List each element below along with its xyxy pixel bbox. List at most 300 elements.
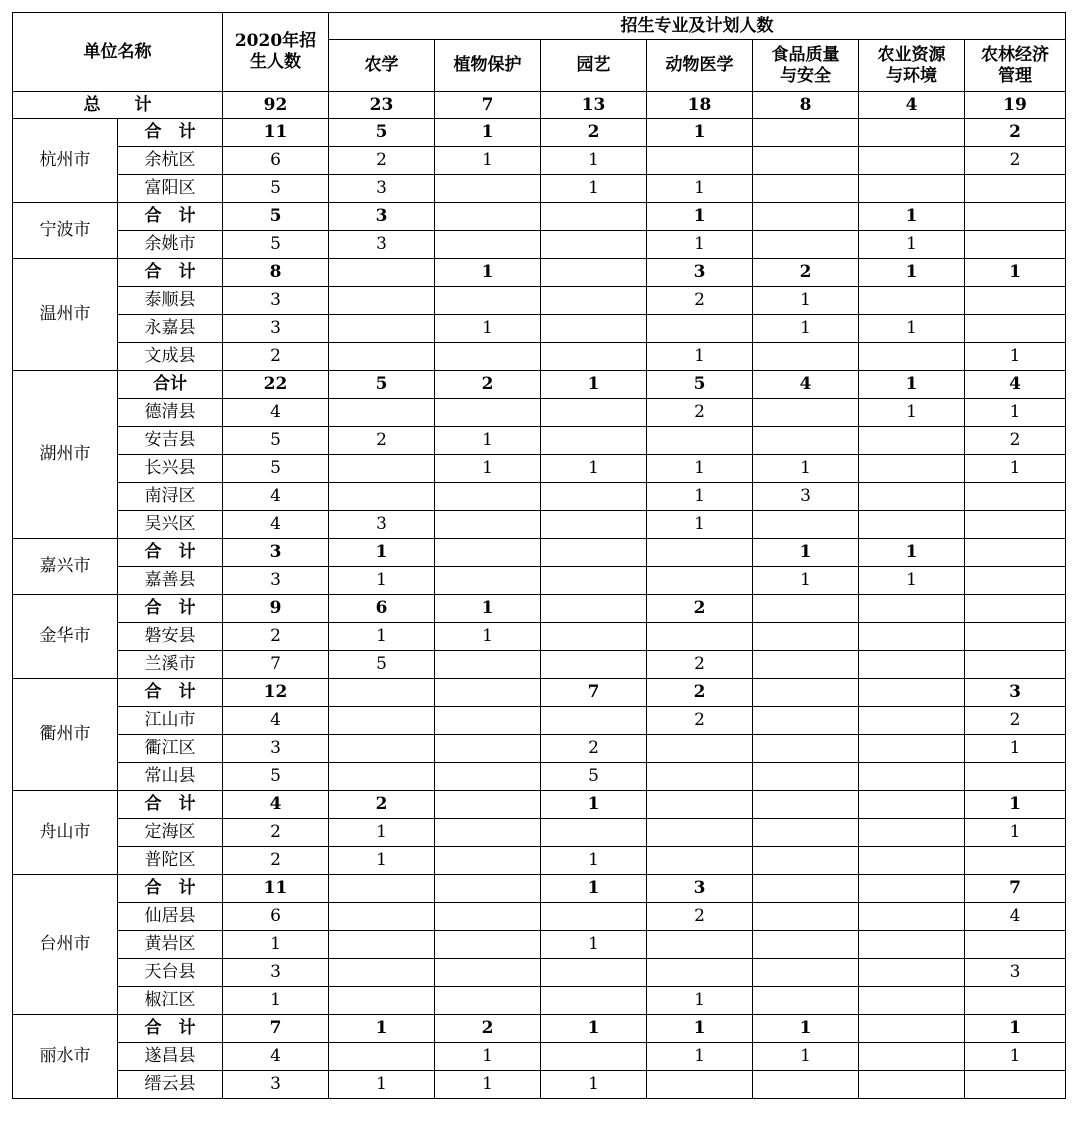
major-count-cell — [647, 959, 753, 987]
major-count-cell — [435, 959, 541, 987]
major-count-cell — [647, 147, 753, 175]
major-count-cell — [435, 931, 541, 959]
major-count-cell: 3 — [753, 483, 859, 511]
major-count-cell — [647, 735, 753, 763]
major-count-cell: 1 — [541, 147, 647, 175]
major-header-line1: 农学 — [364, 55, 399, 75]
major-count-cell — [965, 763, 1066, 791]
major-count-cell — [541, 567, 647, 595]
major-header-4 — [753, 40, 859, 92]
major-count-cell: 2 — [965, 427, 1066, 455]
major-count-cell: 1 — [859, 259, 965, 287]
major-count-cell: 1 — [753, 1015, 859, 1043]
district-name: 安吉县 — [118, 427, 223, 455]
major-count-cell — [541, 315, 647, 343]
city-name: 台州市 — [13, 875, 118, 1015]
major-count-cell: 1 — [435, 427, 541, 455]
major-count-cell: 1 — [753, 455, 859, 483]
enrollment-cell: 5 — [223, 203, 329, 231]
enrollment-cell: 3 — [223, 959, 329, 987]
major-count-cell — [753, 343, 859, 371]
district-row — [13, 651, 1066, 679]
major-count-cell — [435, 539, 541, 567]
total-cell: 23 — [329, 92, 435, 119]
major-count-cell: 1 — [541, 1015, 647, 1043]
district-row — [13, 567, 1066, 595]
total-row — [13, 92, 1066, 119]
major-count-cell — [541, 343, 647, 371]
major-count-cell — [859, 875, 965, 903]
major-header-line1: 园艺 — [576, 55, 611, 75]
major-count-cell — [541, 987, 647, 1015]
major-header-6 — [965, 40, 1066, 92]
enrollment-cell: 2 — [223, 623, 329, 651]
city-subtotal-row — [13, 259, 1066, 287]
major-count-cell — [329, 987, 435, 1015]
major-count-cell — [435, 987, 541, 1015]
city-subtotal-row — [13, 875, 1066, 903]
enrollment-plan-table — [12, 12, 1066, 1099]
major-count-cell: 1 — [753, 539, 859, 567]
major-count-cell — [859, 903, 965, 931]
major-count-cell: 1 — [541, 931, 647, 959]
enrollment-cell: 2 — [223, 847, 329, 875]
district-row — [13, 735, 1066, 763]
major-count-cell — [965, 175, 1066, 203]
major-count-cell: 5 — [329, 119, 435, 147]
major-count-cell: 1 — [329, 539, 435, 567]
district-name: 嘉善县 — [118, 567, 223, 595]
district-row — [13, 315, 1066, 343]
district-name: 余杭区 — [118, 147, 223, 175]
major-count-cell — [329, 903, 435, 931]
major-count-cell — [859, 707, 965, 735]
district-name: 文成县 — [118, 343, 223, 371]
subtotal-label: 合计 — [118, 371, 223, 399]
major-count-cell — [435, 679, 541, 707]
major-count-cell: 5 — [541, 763, 647, 791]
enrollment-cell: 3 — [223, 735, 329, 763]
major-count-cell — [647, 539, 753, 567]
district-row — [13, 231, 1066, 259]
major-count-cell: 1 — [435, 1043, 541, 1071]
major-count-cell — [859, 1015, 965, 1043]
major-count-cell: 1 — [753, 567, 859, 595]
enrollment-cell: 4 — [223, 707, 329, 735]
total-cell: 19 — [965, 92, 1066, 119]
district-name: 遂昌县 — [118, 1043, 223, 1071]
major-count-cell — [859, 735, 965, 763]
major-count-cell: 2 — [647, 679, 753, 707]
major-count-cell — [435, 847, 541, 875]
major-count-cell — [329, 959, 435, 987]
major-count-cell — [753, 651, 859, 679]
major-count-cell: 1 — [753, 315, 859, 343]
major-count-cell — [859, 847, 965, 875]
major-count-cell — [541, 231, 647, 259]
major-count-cell — [329, 315, 435, 343]
major-count-cell — [647, 1071, 753, 1099]
major-count-cell: 1 — [435, 455, 541, 483]
major-count-cell: 1 — [541, 791, 647, 819]
major-count-cell — [435, 763, 541, 791]
major-count-cell — [541, 959, 647, 987]
major-count-cell — [753, 231, 859, 259]
major-count-cell: 1 — [859, 203, 965, 231]
district-row — [13, 287, 1066, 315]
enrollment-cell: 22 — [223, 371, 329, 399]
major-count-cell — [753, 987, 859, 1015]
total-cell: 7 — [435, 92, 541, 119]
major-count-cell — [753, 903, 859, 931]
major-count-cell — [435, 483, 541, 511]
major-count-cell — [435, 903, 541, 931]
header-row-1 — [13, 13, 1066, 40]
major-count-cell — [435, 875, 541, 903]
major-count-cell — [965, 511, 1066, 539]
district-name: 兰溪市 — [118, 651, 223, 679]
major-count-cell — [753, 875, 859, 903]
major-header-line1: 植物保护 — [453, 55, 522, 75]
major-count-cell — [859, 679, 965, 707]
major-count-cell: 1 — [541, 175, 647, 203]
city-name: 温州市 — [13, 259, 118, 371]
district-row — [13, 1043, 1066, 1071]
district-name: 普陀区 — [118, 847, 223, 875]
major-count-cell — [753, 959, 859, 987]
major-count-cell — [329, 875, 435, 903]
major-count-cell: 4 — [965, 903, 1066, 931]
city-name: 杭州市 — [13, 119, 118, 203]
major-count-cell: 2 — [647, 595, 753, 623]
major-count-cell — [329, 259, 435, 287]
district-row — [13, 175, 1066, 203]
district-name: 仙居县 — [118, 903, 223, 931]
unit-name-header: 单位名称 — [13, 13, 223, 92]
enrollment-cell: 4 — [223, 483, 329, 511]
city-name: 舟山市 — [13, 791, 118, 875]
major-count-cell: 1 — [647, 119, 753, 147]
city-subtotal-row — [13, 679, 1066, 707]
enrollment-cell: 5 — [223, 427, 329, 455]
major-count-cell — [859, 931, 965, 959]
district-row — [13, 455, 1066, 483]
enrollment-cell: 4 — [223, 511, 329, 539]
major-count-cell — [753, 679, 859, 707]
major-count-cell: 4 — [753, 371, 859, 399]
enrollment-cell: 3 — [223, 1071, 329, 1099]
enrollment-cell: 7 — [223, 651, 329, 679]
major-count-cell — [859, 987, 965, 1015]
subtotal-label: 合 计 — [118, 595, 223, 623]
major-count-cell — [541, 287, 647, 315]
major-count-cell: 1 — [859, 567, 965, 595]
enrollment-cell: 9 — [223, 595, 329, 623]
major-count-cell — [965, 623, 1066, 651]
major-count-cell — [647, 567, 753, 595]
major-count-cell — [329, 1043, 435, 1071]
city-subtotal-row — [13, 203, 1066, 231]
major-count-cell: 1 — [965, 343, 1066, 371]
major-header-line1: 农业资源 — [877, 44, 946, 65]
major-count-cell — [859, 511, 965, 539]
major-count-cell: 2 — [965, 707, 1066, 735]
major-count-cell: 1 — [435, 595, 541, 623]
major-count-cell — [965, 987, 1066, 1015]
major-count-cell: 1 — [647, 455, 753, 483]
enrollment-cell: 5 — [223, 455, 329, 483]
major-count-cell — [859, 343, 965, 371]
city-name: 湖州市 — [13, 371, 118, 539]
major-count-cell: 2 — [329, 791, 435, 819]
major-count-cell — [329, 679, 435, 707]
major-count-cell: 1 — [859, 231, 965, 259]
total-cell: 13 — [541, 92, 647, 119]
major-count-cell — [965, 231, 1066, 259]
major-count-cell — [965, 847, 1066, 875]
enrollment-cell: 12 — [223, 679, 329, 707]
enrollment-count-header-line1: 2020年招 — [234, 31, 317, 51]
district-name: 缙云县 — [118, 1071, 223, 1099]
major-count-cell: 1 — [647, 1043, 753, 1071]
major-count-cell — [965, 315, 1066, 343]
major-count-cell: 1 — [647, 231, 753, 259]
major-count-cell — [753, 175, 859, 203]
major-count-cell: 3 — [329, 203, 435, 231]
major-count-cell — [541, 819, 647, 847]
major-count-cell: 5 — [329, 371, 435, 399]
major-count-cell: 1 — [965, 455, 1066, 483]
major-count-cell — [647, 315, 753, 343]
city-name: 衢州市 — [13, 679, 118, 791]
major-count-cell — [859, 959, 965, 987]
total-cell: 18 — [647, 92, 753, 119]
district-row — [13, 931, 1066, 959]
major-count-cell — [541, 511, 647, 539]
city-subtotal-row — [13, 119, 1066, 147]
major-count-cell: 2 — [647, 287, 753, 315]
major-count-cell: 3 — [647, 259, 753, 287]
major-count-cell: 1 — [329, 623, 435, 651]
major-count-cell: 7 — [541, 679, 647, 707]
major-count-cell — [541, 399, 647, 427]
major-count-cell — [965, 651, 1066, 679]
major-count-cell: 1 — [435, 623, 541, 651]
major-count-cell — [329, 483, 435, 511]
major-count-cell: 2 — [647, 399, 753, 427]
enrollment-cell: 7 — [223, 1015, 329, 1043]
major-count-cell — [541, 651, 647, 679]
major-count-cell — [435, 287, 541, 315]
major-count-cell: 1 — [329, 1015, 435, 1043]
major-count-cell — [859, 287, 965, 315]
district-row — [13, 623, 1066, 651]
district-row — [13, 987, 1066, 1015]
major-count-cell — [965, 1071, 1066, 1099]
majors-group-header: 招生专业及计划人数 — [329, 13, 1066, 40]
district-row — [13, 343, 1066, 371]
major-count-cell — [859, 427, 965, 455]
major-count-cell — [435, 651, 541, 679]
major-count-cell — [435, 399, 541, 427]
major-count-cell — [965, 203, 1066, 231]
major-header-1 — [435, 40, 541, 92]
major-count-cell: 3 — [965, 679, 1066, 707]
major-count-cell: 2 — [965, 147, 1066, 175]
total-cell: 4 — [859, 92, 965, 119]
district-name: 余姚市 — [118, 231, 223, 259]
major-count-cell: 1 — [541, 847, 647, 875]
major-count-cell — [435, 203, 541, 231]
district-name: 吴兴区 — [118, 511, 223, 539]
major-count-cell — [753, 623, 859, 651]
district-name: 江山市 — [118, 707, 223, 735]
district-name: 南浔区 — [118, 483, 223, 511]
major-count-cell — [647, 623, 753, 651]
major-count-cell — [753, 791, 859, 819]
major-count-cell: 1 — [965, 819, 1066, 847]
major-count-cell — [435, 791, 541, 819]
major-header-3 — [647, 40, 753, 92]
major-count-cell — [965, 539, 1066, 567]
major-count-cell: 1 — [647, 343, 753, 371]
major-count-cell: 1 — [541, 455, 647, 483]
district-name: 永嘉县 — [118, 315, 223, 343]
district-row — [13, 707, 1066, 735]
major-count-cell — [435, 343, 541, 371]
major-count-cell: 1 — [859, 399, 965, 427]
major-count-cell — [329, 707, 435, 735]
enrollment-cell: 3 — [223, 315, 329, 343]
major-count-cell — [965, 595, 1066, 623]
city-subtotal-row — [13, 539, 1066, 567]
major-count-cell — [435, 819, 541, 847]
major-count-cell: 1 — [435, 147, 541, 175]
major-count-cell — [541, 595, 647, 623]
major-count-cell — [435, 567, 541, 595]
major-count-cell: 1 — [965, 1015, 1066, 1043]
major-count-cell — [647, 427, 753, 455]
district-name: 椒江区 — [118, 987, 223, 1015]
major-header-line2: 与环境 — [886, 65, 937, 86]
major-count-cell: 1 — [329, 567, 435, 595]
major-count-cell — [753, 511, 859, 539]
major-count-cell: 1 — [329, 819, 435, 847]
subtotal-label: 合 计 — [118, 203, 223, 231]
major-count-cell: 1 — [647, 203, 753, 231]
major-count-cell: 2 — [329, 147, 435, 175]
major-count-cell: 7 — [965, 875, 1066, 903]
enrollment-cell: 5 — [223, 231, 329, 259]
major-count-cell — [329, 931, 435, 959]
enrollment-cell: 5 — [223, 175, 329, 203]
major-count-cell: 2 — [435, 1015, 541, 1043]
enrollment-cell: 4 — [223, 1043, 329, 1071]
enrollment-cell: 1 — [223, 987, 329, 1015]
district-row — [13, 147, 1066, 175]
major-count-cell — [541, 903, 647, 931]
major-count-cell — [647, 847, 753, 875]
district-name: 德清县 — [118, 399, 223, 427]
enrollment-table-container — [12, 12, 1066, 1099]
major-count-cell — [859, 119, 965, 147]
major-header-line1: 动物医学 — [665, 55, 734, 75]
major-count-cell — [859, 1071, 965, 1099]
major-count-cell — [647, 819, 753, 847]
district-row — [13, 427, 1066, 455]
major-header-line1: 农林经济 — [981, 44, 1049, 65]
major-count-cell — [753, 707, 859, 735]
major-count-cell — [541, 707, 647, 735]
major-count-cell — [753, 203, 859, 231]
district-name: 天台县 — [118, 959, 223, 987]
major-count-cell — [329, 763, 435, 791]
major-count-cell: 1 — [647, 483, 753, 511]
district-name: 黄岩区 — [118, 931, 223, 959]
major-count-cell — [541, 427, 647, 455]
major-count-cell — [753, 763, 859, 791]
major-count-cell: 1 — [965, 1043, 1066, 1071]
major-count-cell — [859, 819, 965, 847]
city-subtotal-row — [13, 595, 1066, 623]
major-count-cell — [329, 735, 435, 763]
major-count-cell — [541, 1043, 647, 1071]
district-row — [13, 847, 1066, 875]
major-count-cell — [859, 483, 965, 511]
major-count-cell — [647, 763, 753, 791]
major-count-cell: 1 — [435, 315, 541, 343]
major-count-cell: 2 — [647, 707, 753, 735]
major-count-cell — [859, 623, 965, 651]
major-count-cell — [753, 147, 859, 175]
major-count-cell: 4 — [965, 371, 1066, 399]
major-count-cell — [435, 231, 541, 259]
enrollment-cell: 4 — [223, 399, 329, 427]
major-count-cell — [753, 819, 859, 847]
district-name: 长兴县 — [118, 455, 223, 483]
major-count-cell: 1 — [859, 539, 965, 567]
city-subtotal-row — [13, 371, 1066, 399]
district-name: 常山县 — [118, 763, 223, 791]
major-count-cell — [329, 343, 435, 371]
district-row — [13, 763, 1066, 791]
district-row — [13, 1071, 1066, 1099]
major-count-cell — [859, 763, 965, 791]
major-header-2 — [541, 40, 647, 92]
district-name: 富阳区 — [118, 175, 223, 203]
major-count-cell: 5 — [329, 651, 435, 679]
district-row — [13, 903, 1066, 931]
district-row — [13, 959, 1066, 987]
major-count-cell: 1 — [541, 1071, 647, 1099]
total-cell: 8 — [753, 92, 859, 119]
enrollment-cell: 3 — [223, 567, 329, 595]
major-count-cell — [541, 483, 647, 511]
major-count-cell — [859, 175, 965, 203]
district-name: 磐安县 — [118, 623, 223, 651]
major-count-cell — [435, 735, 541, 763]
major-header-5 — [859, 40, 965, 92]
major-count-cell: 3 — [329, 231, 435, 259]
major-count-cell — [753, 595, 859, 623]
major-count-cell — [329, 287, 435, 315]
enrollment-cell: 2 — [223, 343, 329, 371]
subtotal-label: 合 计 — [118, 259, 223, 287]
major-count-cell — [541, 623, 647, 651]
major-count-cell — [753, 847, 859, 875]
subtotal-label: 合 计 — [118, 539, 223, 567]
major-count-cell: 1 — [647, 987, 753, 1015]
